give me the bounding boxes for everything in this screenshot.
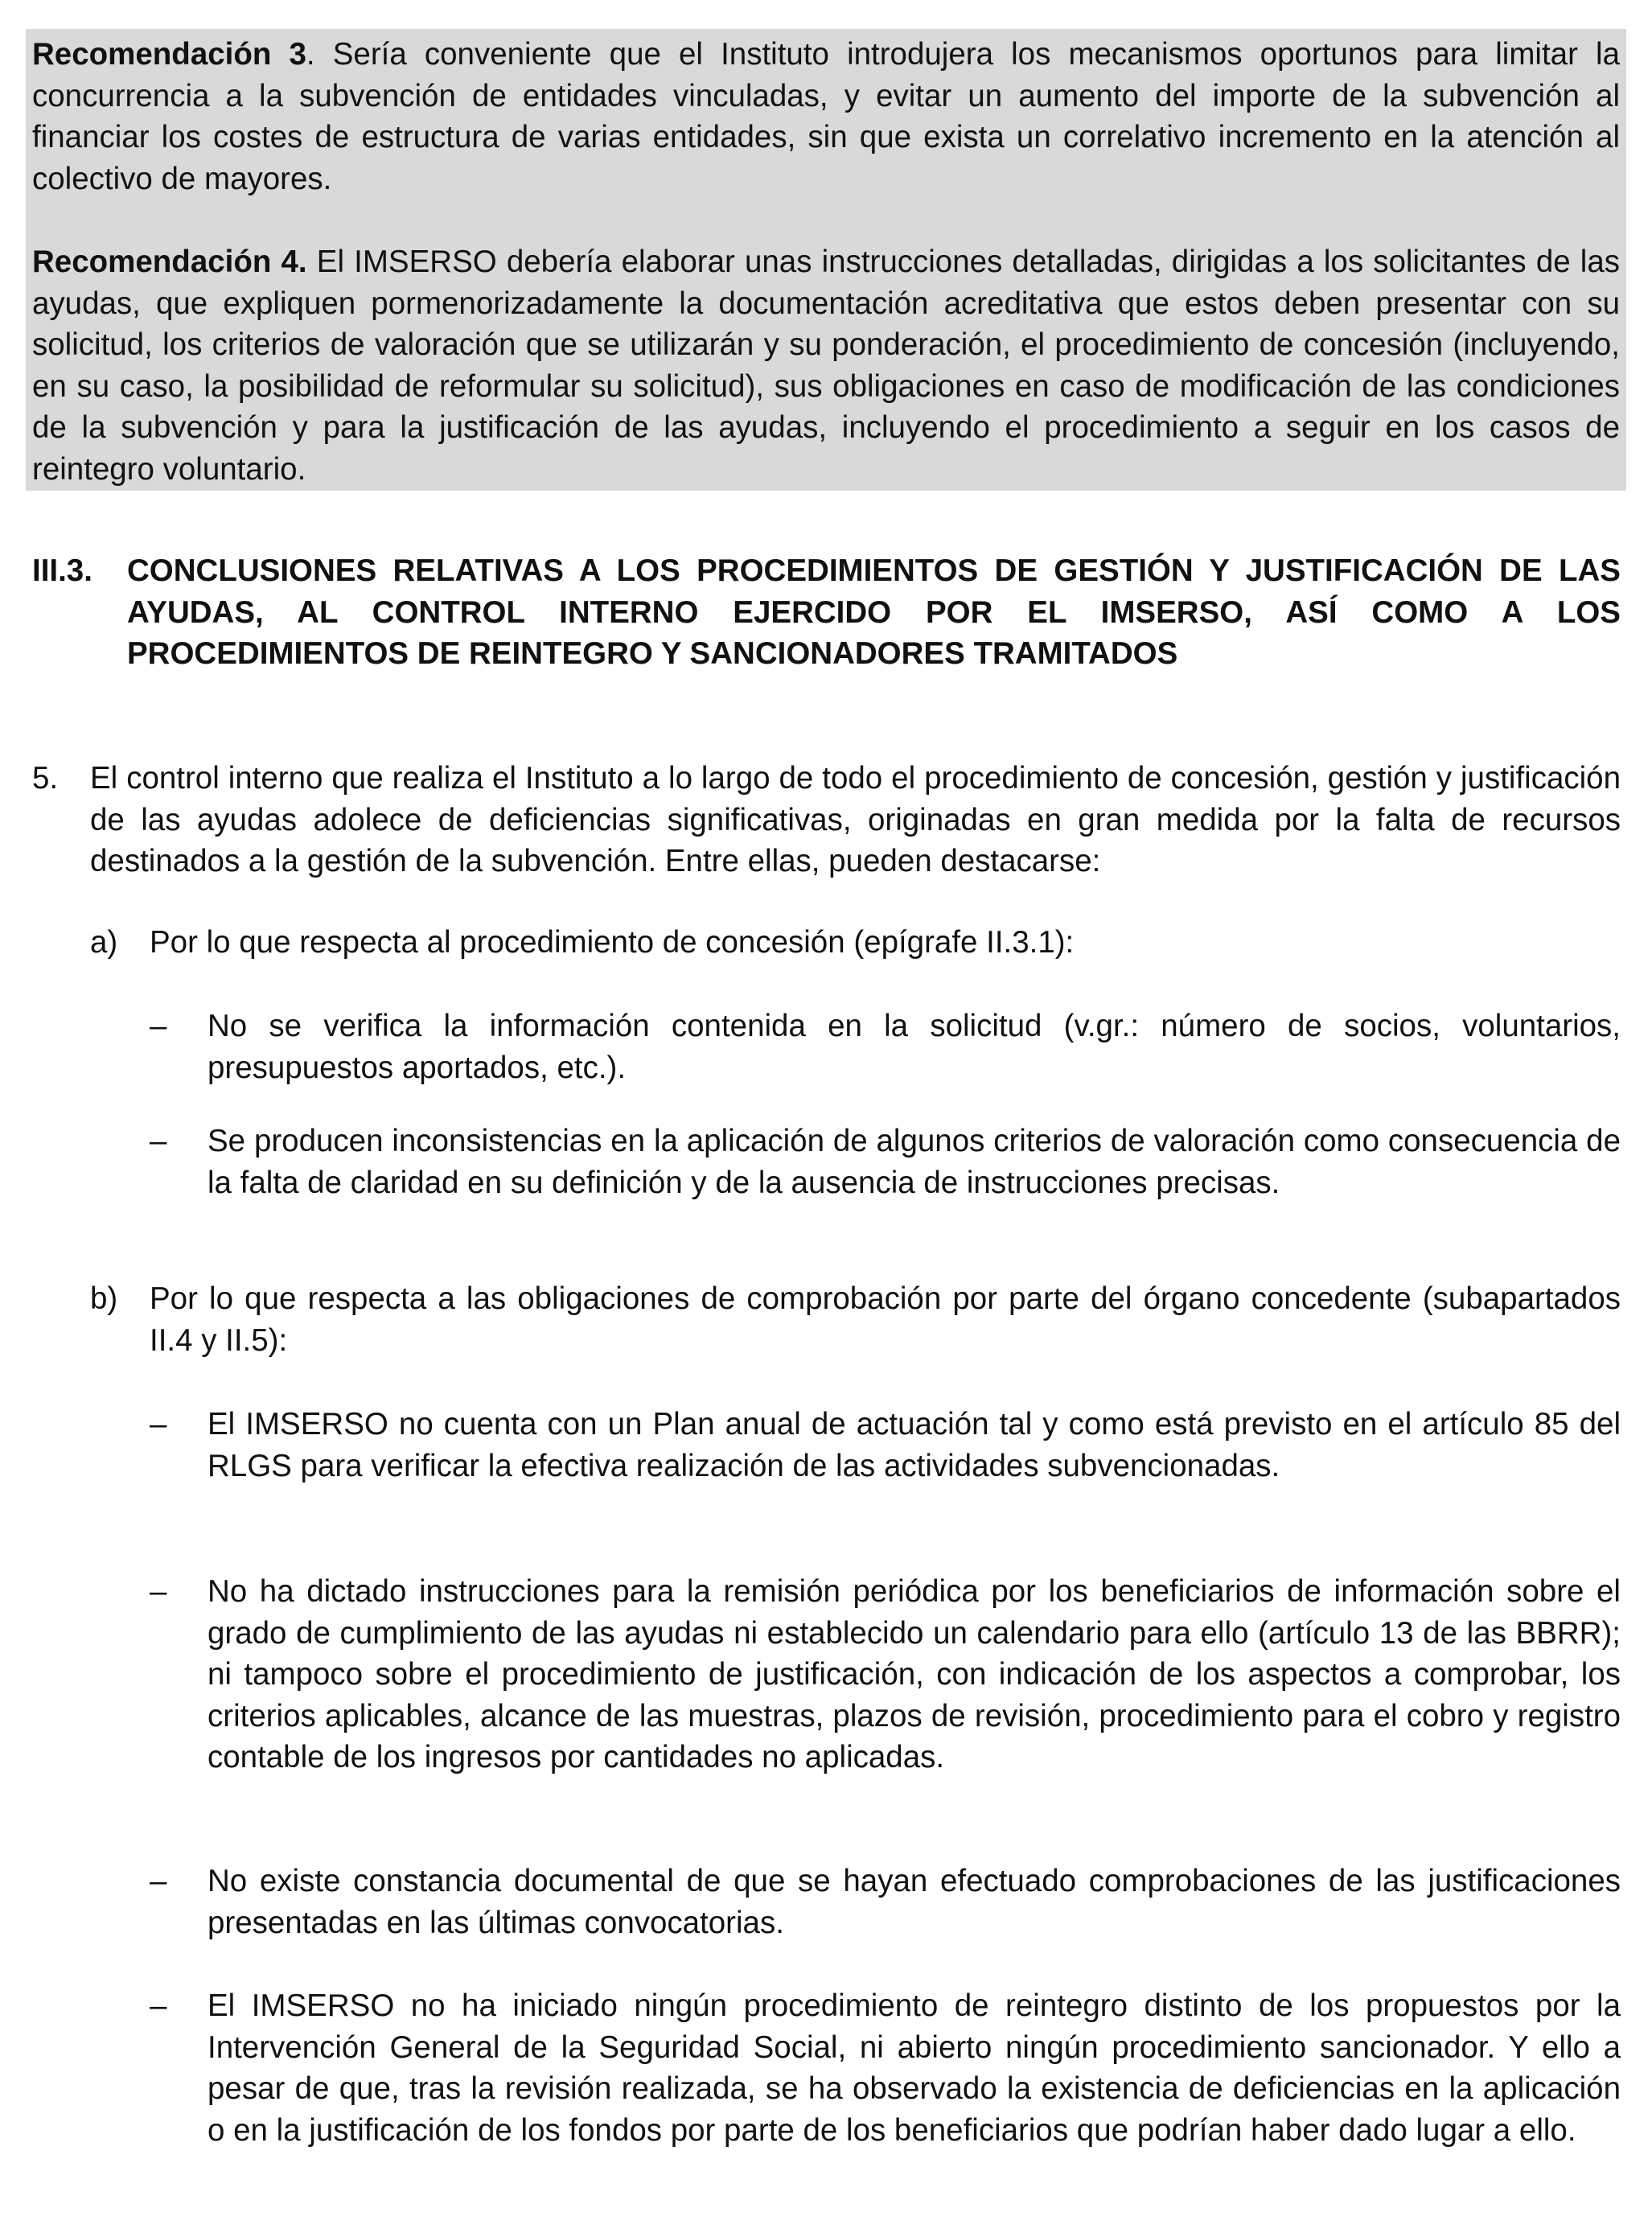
dash-marker: – — [150, 1407, 167, 1441]
subitem-b — [90, 1278, 1621, 1361]
conclusion-text: El control interno que realiza el Instituto a lo largo de todo el procedimiento de concesión, gestión y justificación de las ayudas adolece de deficiencias significativas, originadas en gran medida por la falta de recursos destinados a la gestión de la subvención. Entre ellas, pueden destacarse: — [90, 761, 1621, 878]
bullet-text: No ha dictado instrucciones para la remisión periódica por los beneficiarios de información sobre el grado de cumplimiento de las ayudas ni establecido un calendario para ello (artículo 13 de las BBRR); ni tampoco sobre el procedimiento de justificación, con indicación de los aspectos a comprobar, los criterios aplicables, alcance de las muestras, plazos de revisión, procedimiento para el cobro y registro contable de los ingresos por cantidades no aplicadas. — [208, 1574, 1621, 1774]
bullet-text: Se producen inconsistencias en la aplicación de algunos criterios de valoración como consecuencia de la falta de claridad en su definición y de la ausencia de instrucciones precisas. — [208, 1124, 1621, 1200]
dash-marker: – — [150, 1574, 167, 1609]
conclusion-number: 5. — [32, 761, 59, 796]
recommendation-4-label: Recomendación 4. — [32, 245, 307, 279]
dash-marker: – — [150, 1988, 167, 2023]
subitem-b-bullet-4 — [150, 1985, 1621, 2151]
subitem-a — [90, 922, 1621, 964]
bullet-text: El IMSERSO no ha iniciado ningún procedimiento de reintegro distinto de los propuestos por la Intervención General de la Seguridad Social, ni abierto ningún procedimiento sancionador. Y ello a pesar de que, tras la revisión realizada, se ha observado la existencia de deficiencias en la aplicación o en la justificación de los fondos por parte de los beneficiarios que podrían haber dado lugar a ello. — [208, 1988, 1621, 2148]
dash-marker: – — [150, 1009, 167, 1043]
section-number: III.3. — [32, 553, 92, 588]
section-heading — [32, 550, 1621, 675]
recommendation-3-text: . Sería conveniente que el Instituto introdujera los mecanismos oportunos para limitar la concurrencia a la subvención de entidades vinculadas, y evitar un aumento del importe de la subvención al financiar los costes de estructura de varias entidades, sin que exista un correlativo incremento en la atención al colectivo de mayores. — [32, 37, 1620, 196]
recommendation-3-label: Recomendación 3 — [32, 37, 306, 72]
subitem-b-text: Por lo que respecta a las obligaciones de comprobación por parte del órgano concedente (subapartados II.4 y II.5): — [150, 1281, 1621, 1358]
dash-marker: – — [150, 1864, 167, 1898]
conclusion-item-5 — [32, 758, 1621, 882]
dash-marker: – — [150, 1124, 167, 1158]
recommendations-box — [26, 29, 1626, 491]
subitem-b-letter: b) — [90, 1281, 118, 1316]
subitem-a-bullet-2 — [150, 1121, 1621, 1203]
subitem-a-text: Por lo que respecta al procedimiento de concesión (epígrafe II.3.1): — [150, 925, 1075, 960]
subitem-b-bullet-2 — [150, 1571, 1621, 1779]
subitem-b-bullet-3 — [150, 1861, 1621, 1943]
recommendation-3 — [32, 34, 1620, 199]
recommendation-4-text: El IMSERSO debería elaborar unas instrucciones detalladas, dirigidas a los solicitantes de las ayudas, que expliquen pormenorizadamente la documentación acreditativa que estos deben presentar con su solicitud, los criterios de valoración que se utilizarán y su ponderación, el procedimiento de concesión (incluyendo, en su caso, la posibilidad de reformular su solicitud), sus obligaciones en caso de modificación de las condiciones de la subvención y para la justificación de las ayudas, incluyendo el procedimiento a seguir en los casos de reintegro voluntario. — [32, 245, 1621, 487]
bullet-text: No existe constancia documental de que se hayan efectuado comprobaciones de las justificaciones presentadas en las últimas convocatorias. — [208, 1864, 1621, 1940]
subitem-a-bullet-1 — [150, 1005, 1621, 1088]
subitem-b-bullet-1 — [150, 1404, 1621, 1487]
bullet-text: El IMSERSO no cuenta con un Plan anual de actuación tal y como está previsto en el artículo 85 del RLGS para verificar la efectiva realización de las actividades subvencionadas. — [208, 1407, 1621, 1483]
section-title: CONCLUSIONES RELATIVAS A LOS PROCEDIMIENTOS DE GESTIÓN Y JUSTIFICACIÓN DE LAS AYUDAS, AL CONTROL INTERNO EJERCIDO POR EL IMSERSO, ASÍ COMO A LOS PROCEDIMIENTOS DE REINTEGRO Y SANCIONADORES TRAMITADOS — [127, 553, 1621, 671]
subitem-a-letter: a) — [90, 925, 118, 960]
bullet-text: No se verifica la información contenida en la solicitud (v.gr.: número de socios, voluntarios, presupuestos aportados, etc.). — [208, 1009, 1621, 1085]
recommendation-4 — [32, 241, 1620, 490]
